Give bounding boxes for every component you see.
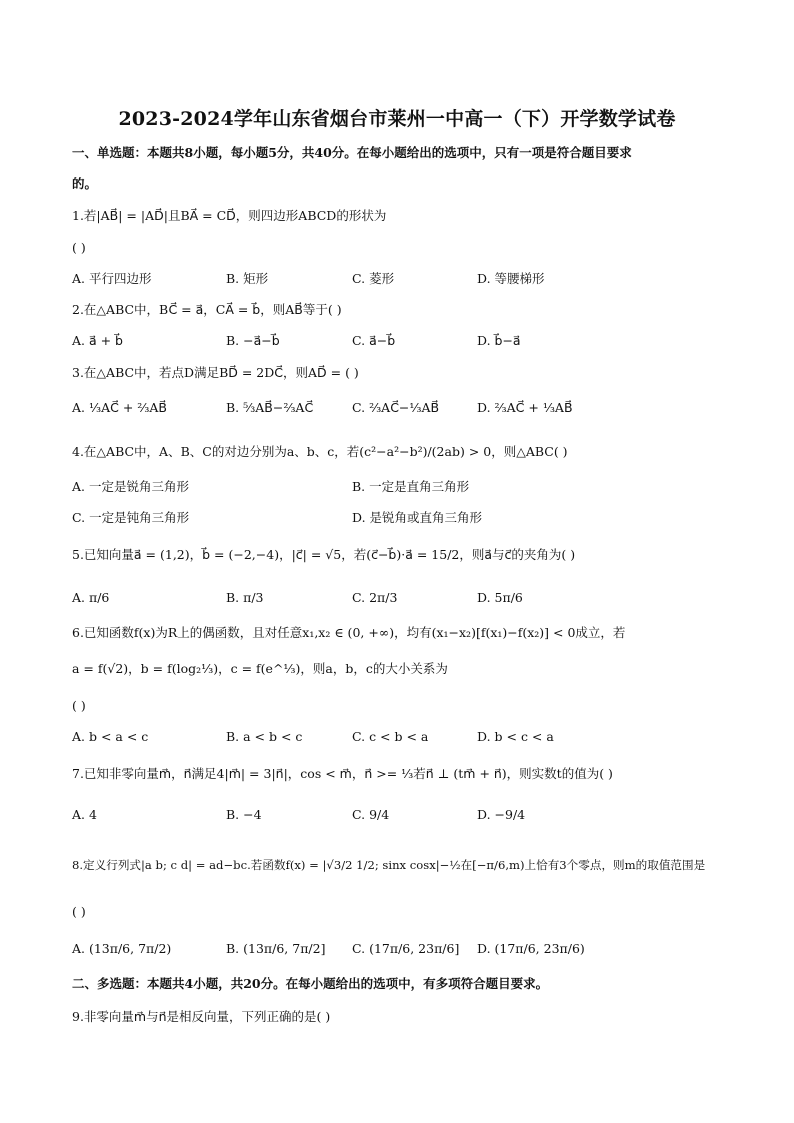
q8-option-d[interactable]: D. (17π/6, 23π/6) <box>477 941 585 956</box>
q1-option-b[interactable]: B. 矩形 <box>226 271 269 286</box>
q3-option-d[interactable]: D. ⅔AC⃗ + ⅓AB⃗ <box>477 400 573 415</box>
q4-options-row2 <box>72 509 722 527</box>
q6-stem-line2: a = f(√2)，b = f(log₂⅓)，c = f(e^⅓)，则a，b，c的大小关系为 <box>72 661 448 676</box>
q3-option-a[interactable]: A. ⅓AC⃗ + ⅔AB⃗ <box>72 400 167 415</box>
q6-option-b[interactable]: B. a < b < c <box>226 729 303 744</box>
q8-options <box>72 940 722 958</box>
q7-option-d[interactable]: D. −9/4 <box>477 807 526 822</box>
q7-option-a[interactable]: A. 4 <box>72 807 97 822</box>
q4-option-a[interactable]: A. 一定是锐角三角形 <box>72 479 189 494</box>
q5-option-b[interactable]: B. π/3 <box>226 590 264 605</box>
q1-paren: ( ) <box>72 240 86 255</box>
q1-stem: 1.若|AB⃗| = |AD⃗|且BA⃗ = CD⃗，则四边形ABCD的形状为 <box>72 208 387 223</box>
q5-stem: 5.已知向量a⃗ = (1,2)，b⃗ = (−2,−4)，|c⃗| = √5，若(c⃗−b⃗)·a⃗ = 15/2，则a⃗与c⃗的夹角为( ) <box>72 547 576 562</box>
q3-option-c[interactable]: C. ⅔AC⃗−⅓AB⃗ <box>352 400 440 415</box>
q4-option-c[interactable]: C. 一定是钝角三角形 <box>72 510 190 525</box>
q1-option-d[interactable]: D. 等腰梯形 <box>477 271 545 286</box>
q4-options-row1 <box>72 478 722 496</box>
q3-stem: 3.在△ABC中，若点D满足BD⃗ = 2DC⃗，则AD⃗ = ( ) <box>72 365 359 380</box>
section1-header-line1: 一、单选题：本题共8小题，每小题5分，共40分。在每小题给出的选项中，只有一项是符合题目要求 <box>72 145 632 160</box>
q6-option-d[interactable]: D. b < c < a <box>477 729 554 744</box>
q6-stem-line1: 6.已知函数f(x)为R上的偶函数，且对任意x₁,x₂ ∈ (0, +∞)，均有(x₁−x₂)[f(x₁)−f(x₂)] < 0成立，若 <box>72 625 626 640</box>
q5-option-c[interactable]: C. 2π/3 <box>352 590 398 605</box>
q5-options <box>72 589 722 607</box>
q8-option-a[interactable]: A. (13π/6, 7π/2) <box>72 941 172 956</box>
q8-paren: ( ) <box>72 904 86 919</box>
q1-options <box>72 270 722 288</box>
q5-option-a[interactable]: A. π/6 <box>72 590 110 605</box>
q7-stem: 7.已知非零向量m⃗，n⃗满足4|m⃗| = 3|n⃗|，cos < m⃗，n⃗ >= ⅓若n⃗ ⊥ (tm⃗ + n⃗)，则实数t的值为( ) <box>72 766 613 781</box>
q2-options <box>72 332 722 350</box>
q5-option-d[interactable]: D. 5π/6 <box>477 590 523 605</box>
page-title: 2023-2024学年山东省烟台市莱州一中高一（下）开学数学试卷 <box>118 108 676 130</box>
q8-option-b[interactable]: B. (13π/6, 7π/2] <box>226 941 326 956</box>
q3-options <box>72 399 722 417</box>
q2-option-a[interactable]: A. a⃗ + b⃗ <box>72 333 123 348</box>
q2-stem: 2.在△ABC中，BC⃗ = a⃗，CA⃗ = b⃗，则AB⃗等于( ) <box>72 302 342 317</box>
q1-option-c[interactable]: C. 菱形 <box>352 271 395 286</box>
q6-option-c[interactable]: C. c < b < a <box>352 729 429 744</box>
q2-option-b[interactable]: B. −a⃗−b⃗ <box>226 333 280 348</box>
q3-option-b[interactable]: B. ⁵⁄₃AB⃗−⅔AC⃗ <box>226 400 314 415</box>
q6-options <box>72 728 722 746</box>
q7-option-c[interactable]: C. 9/4 <box>352 807 390 822</box>
q4-option-d[interactable]: D. 是锐角或直角三角形 <box>352 510 483 525</box>
q2-option-c[interactable]: C. a⃗−b⃗ <box>352 333 396 348</box>
section2-header: 二、多选题：本题共4小题，共20分。在每小题给出的选项中，有多项符合题目要求。 <box>72 976 549 991</box>
q4-stem: 4.在△ABC中，A、B、C的对边分别为a、b、c，若(c²−a²−b²)/(2ab) > 0，则△ABC( ) <box>72 444 568 459</box>
q4-option-b[interactable]: B. 一定是直角三角形 <box>352 479 470 494</box>
q1-option-a[interactable]: A. 平行四边形 <box>72 271 152 286</box>
q8-option-c[interactable]: C. (17π/6, 23π/6] <box>352 941 460 956</box>
section1-header-line2: 的。 <box>72 176 98 191</box>
q6-option-a[interactable]: A. b < a < c <box>72 729 149 744</box>
q7-options <box>72 806 722 824</box>
q7-option-b[interactable]: B. −4 <box>226 807 262 822</box>
q9-stem: 9.非零向量m⃗与n⃗是相反向量，下列正确的是( ) <box>72 1009 331 1024</box>
q2-option-d[interactable]: D. b⃗−a⃗ <box>477 333 521 348</box>
q8-stem: 8.定义行列式|a b; c d| = ad−bc.若函数f(x) = |√3/2 1/2; sinx cosx|−½在[−π/6,m)上恰有3个零点，则m的取值范围是 <box>72 858 706 872</box>
q6-paren: ( ) <box>72 698 86 713</box>
